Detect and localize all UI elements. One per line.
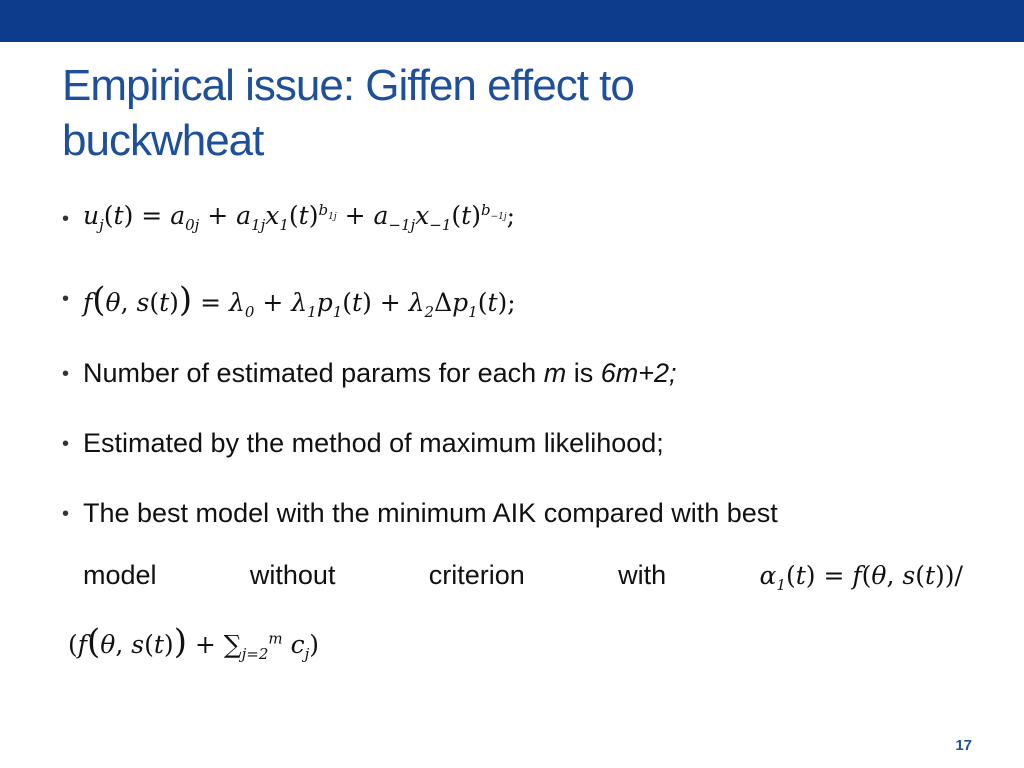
utility-formula: $u_j(t) = a_{0j} + a_{1j}x_1(t)^{b_{1j}} + a_{-1j}x_{-1}(t)^{b_{-1j}}$; bbox=[83, 200, 516, 234]
word: without bbox=[249, 560, 336, 590]
bullet-utility-formula bbox=[62, 200, 515, 234]
slide-title bbox=[62, 58, 962, 168]
param-count-expr: 6m+2; bbox=[600, 358, 677, 388]
top-bar bbox=[0, 0, 1024, 42]
bullet-text: Number of estimated params for each bbox=[83, 358, 544, 388]
title-line-1: Empirical issue: Giffen effect to bbox=[62, 61, 634, 110]
bullet-text: is bbox=[566, 358, 601, 388]
var-m: m bbox=[543, 358, 567, 388]
page-number: 17 bbox=[955, 737, 972, 754]
bullet-best-model bbox=[62, 498, 963, 663]
word: criterion bbox=[428, 560, 525, 590]
bullet-text-line-1: The best model with the minimum AIK compared with best bbox=[83, 498, 778, 528]
word: model bbox=[83, 560, 157, 590]
word: with bbox=[618, 560, 667, 590]
title-line-2: buckwheat bbox=[62, 116, 264, 165]
bullet-text-line-3 bbox=[68, 622, 319, 663]
alpha-formula: $\alpha_1(t) = f(\theta$, s(t))/ bbox=[759, 561, 963, 594]
bullet-num-params bbox=[62, 358, 677, 389]
bullet-f-formula bbox=[62, 280, 516, 321]
f-formula: f(θ, $s(t)) = \lambda_0 + \lambda_1p_1(t) + \lambda_2\Delta p_1(t)$; bbox=[83, 280, 516, 321]
bullet-text: Estimated by the method of maximum likelihood; bbox=[83, 428, 664, 458]
bullet-estimation bbox=[62, 428, 664, 459]
bullet-text-line-2 bbox=[83, 560, 963, 594]
alpha-denominator-formula: (f(θ, $s(t)) + \sum_{j=2}^m$ $c_j$) bbox=[68, 622, 320, 663]
